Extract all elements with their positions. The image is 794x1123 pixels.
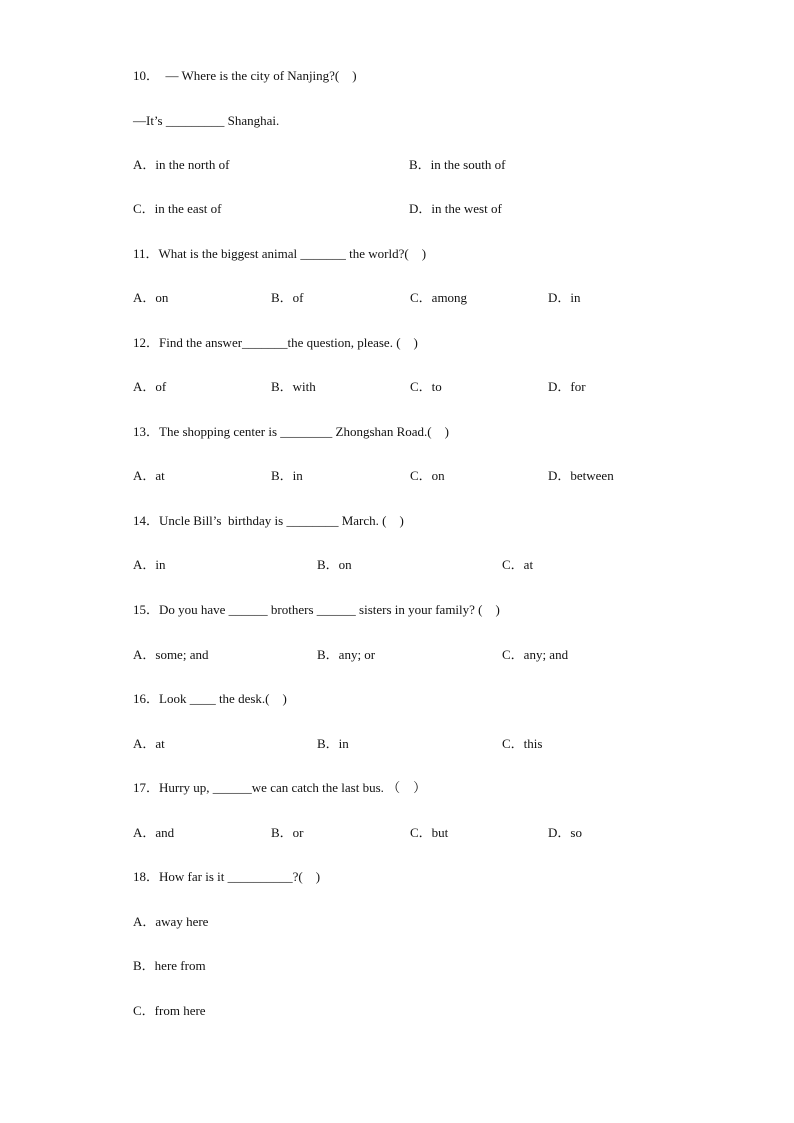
question-15-option-a[interactable]: A．some; and [133,647,209,662]
question-16-stem: 16．Look ____ the desk.( ) [133,691,287,706]
question-11-option-d[interactable]: D．in [548,290,581,305]
question-13-option-b[interactable]: B．in [271,468,303,483]
question-14-option-b[interactable]: B．on [317,557,352,572]
question-17-option-d[interactable]: D．so [548,825,582,840]
question-12-stem: 12．Find the answer_______the question, please. ( ) [133,335,418,350]
question-14-option-c[interactable]: C．at [502,557,534,572]
question-17-option-c[interactable]: C．but [410,825,449,840]
question-18-option-c[interactable]: C．from here [133,1003,206,1018]
question-12-option-c[interactable]: C．to [410,379,442,394]
question-10-stem: 10． — Where is the city of Nanjing?( ) [133,68,357,83]
question-11-option-c[interactable]: C．among [410,290,468,305]
question-16-option-b[interactable]: B．in [317,736,349,751]
question-12-option-a[interactable]: A．of [133,379,167,394]
question-12-option-b[interactable]: B．with [271,379,316,394]
question-12-option-d[interactable]: D．for [548,379,586,394]
question-10-option-b[interactable]: B．in the south of [409,157,506,172]
question-11-option-b[interactable]: B．of [271,290,304,305]
question-10-option-d[interactable]: D．in the west of [409,201,502,216]
question-10-option-c[interactable]: C．in the east of [133,201,222,216]
question-16-option-a[interactable]: A．at [133,736,165,751]
question-18-option-a[interactable]: A．away here [133,914,209,929]
question-17-option-a[interactable]: A．and [133,825,175,840]
question-13-option-d[interactable]: D．between [548,468,614,483]
question-13-option-a[interactable]: A．at [133,468,165,483]
question-11-stem: 11．What is the biggest animal _______ the world?( ) [133,246,427,261]
question-16-option-c[interactable]: C．this [502,736,543,751]
question-15-stem: 15．Do you have ______ brothers ______ sisters in your family? ( ) [133,602,500,617]
question-17-option-b[interactable]: B．or [271,825,304,840]
question-11-option-a[interactable]: A．on [133,290,169,305]
question-14-stem: 14．Uncle Bill’s birthday is ________ March. ( ) [133,513,404,528]
question-13-stem: 13．The shopping center is ________ Zhongshan Road.( ) [133,424,449,439]
question-18-option-b[interactable]: B．here from [133,958,206,973]
question-14-option-a[interactable]: A．in [133,557,166,572]
question-10-stem-response: —It’s _________ Shanghai. [133,113,280,128]
question-18-stem: 18．How far is it __________?( ) [133,869,321,884]
question-13-option-c[interactable]: C．on [410,468,445,483]
question-15-option-c[interactable]: C．any; and [502,647,569,662]
question-17-stem: 17．Hurry up, ______we can catch the last bus. （ ） [133,780,427,795]
question-10-option-a[interactable]: A．in the north of [133,157,230,172]
question-15-option-b[interactable]: B．any; or [317,647,376,662]
